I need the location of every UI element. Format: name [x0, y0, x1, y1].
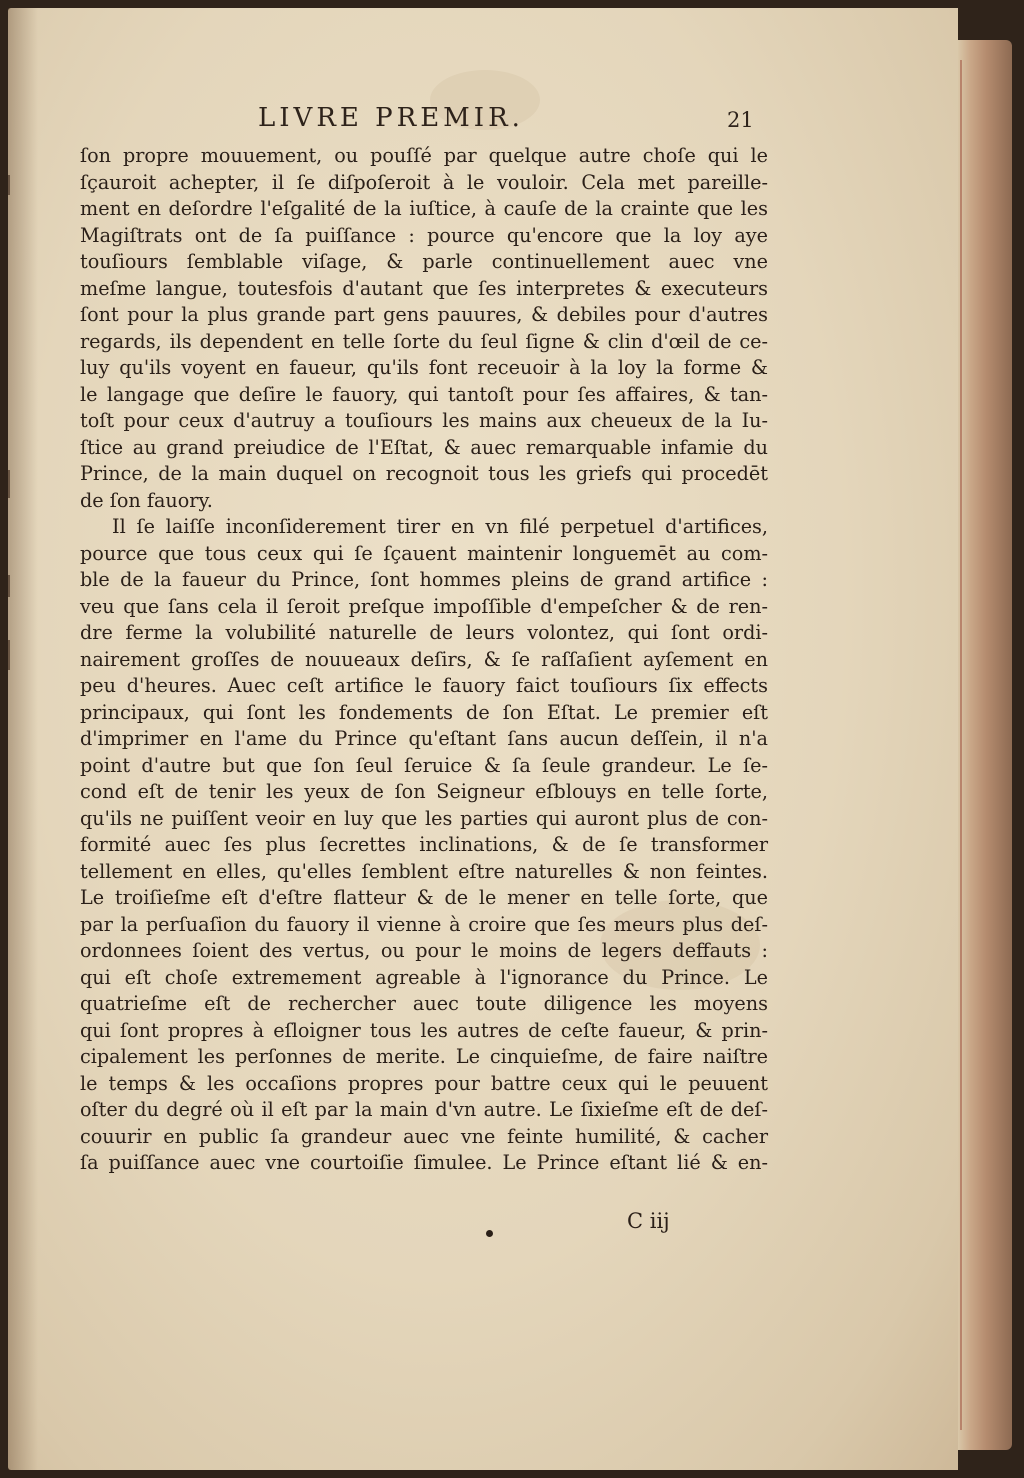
margin-mark	[8, 575, 10, 597]
text-line: qu'ils ne puiſſent veoir en luy que les parties qui auront plus de con-	[80, 806, 768, 830]
text-line: quatrieſme eſt de rechercher auec toute diligence les moyens	[80, 992, 768, 1015]
text-line: ſçauroit achepter, il ſe diſpoſeroit à le vouloir. Cela met pareille-	[80, 170, 768, 194]
text-line: formité auec ſes plus ſecrettes inclinations, & de ſe transformer	[80, 833, 768, 856]
text-line: dre ferme la volubilité naturelle de leurs volontez, qui ſont ordi-	[80, 621, 768, 644]
text-line: oſter du degré où il eſt par la main d'vn autre. Le ſixieſme eſt de deſ-	[80, 1098, 768, 1121]
text-line: Magiſtrats ont de ſa puiſſance : pource qu'encore que la loy aye	[80, 223, 768, 247]
text-line: qui ſont propres à eſloigner tous les autres de ceſte faueur, & prin-	[80, 1018, 768, 1042]
text-line: ſa puiſſance auec vne courtoiſie ſimulee. Le Prince eſtant lié & en-	[80, 1151, 768, 1174]
text-line: ble de la faueur du Prince, ſont hommes pleins de grand artifice :	[80, 568, 768, 591]
text-line: point d'autre but que ſon ſeul ſeruice & ſa ſeule grandeur. Le ſe-	[80, 753, 768, 777]
binding-gutter-shadow	[8, 8, 38, 1470]
margin-mark	[8, 470, 10, 498]
text-line: veu que ſans cela il ſeroit preſque impoſſible d'empeſcher & de ren-	[80, 594, 768, 618]
text-line: Prince, de la main duquel on recognoit tous les griefs qui procedēt	[80, 462, 768, 485]
text-line: nairement groſſes de nouueaux deſirs, & ſe raſſaſient ayſement en	[80, 647, 768, 671]
text-line: par la perſuaſion du fauory il vienne à croire que ſes meurs plus deſ-	[80, 912, 768, 936]
text-line: toſt pour ceux d'autruy a touſiours les mains aux cheueux de la Iu-	[80, 409, 768, 432]
text-line: Le troiſieſme eſt d'eſtre flatteur & de le mener en telle ſorte, que	[80, 886, 768, 909]
text-line: ſon propre mouuement, ou pouſſé par quelque autre choſe qui le	[80, 144, 768, 167]
text-line: couurir en public ſa grandeur auec vne feinte humilité, & cacher	[80, 1124, 768, 1148]
text-line: touſiours ſemblable viſage, & parle continuellement auec vne	[80, 250, 768, 273]
ink-dot	[486, 1230, 493, 1237]
text-line: cond eſt de tenir les yeux de ſon Seigneur eſblouys en telle ſorte,	[80, 780, 768, 803]
fore-edge-line	[960, 60, 962, 1430]
text-line: luy qu'ils voyent en faueur, qu'ils font receuoir à la loy la forme &	[80, 356, 768, 379]
text-line: pource que tous ceux qui ſe ſçauent maintenir longuemēt au com-	[80, 541, 768, 565]
running-head: LIVRE PREMIR.	[258, 103, 524, 133]
paragraph-first-line: Il ſe laiſſe inconſiderement tirer en vn filé perpetuel d'artifices,	[112, 515, 768, 538]
text-line: tellement en elles, qu'elles ſemblent eſtre naturelles & non feintes.	[80, 859, 768, 883]
text-line: ordonnees ſoient des vertus, ou pour le moins de legers deffauts :	[80, 939, 768, 962]
text-line: qui eſt choſe extremement agreable à l'ignorance du Prince. Le	[80, 965, 768, 989]
text-line: ſtice au grand preiudice de l'Eſtat, & auec remarquable infamie du	[80, 435, 768, 459]
text-line: principaux, qui ſont les fondements de ſon Eſtat. Le premier eſt	[80, 700, 768, 724]
text-line: ſont pour la plus grande part gens pauures, & debiles pour d'autres	[80, 303, 768, 326]
text-line: de ſon fauory.	[80, 488, 213, 512]
text-line: cipalement les perſonnes de merite. Le cinquieſme, de faire naiſtre	[80, 1045, 768, 1068]
signature-mark: C iij	[627, 1209, 670, 1233]
text-line: ment en deſordre l'eſgalité de la iuſtice, à cauſe de la crainte que les	[80, 197, 768, 220]
text-line: peu d'heures. Auec ceſt artifice le fauory faict touſiours ſix effects	[80, 674, 768, 697]
text-line: le temps & les occaſions propres pour battre ceux qui le peuuent	[80, 1071, 768, 1095]
margin-mark	[8, 640, 10, 670]
text-line: le langage que deſire le fauory, qui tantoſt pour ſes affaires, & tan-	[80, 382, 768, 406]
text-line: meſme langue, toutesfois d'autant que ſes interpretes & executeurs	[80, 276, 768, 300]
text-line: regards, ils dependent en telle ſorte du ſeul ſigne & clin d'œil de ce-	[80, 329, 768, 353]
text-line: d'imprimer en l'ame du Prince qu'eſtant ſans aucun deſſein, il n'a	[80, 727, 768, 750]
page-number: 21	[727, 108, 754, 132]
body-text	[80, 143, 768, 1177]
margin-mark	[8, 175, 10, 195]
